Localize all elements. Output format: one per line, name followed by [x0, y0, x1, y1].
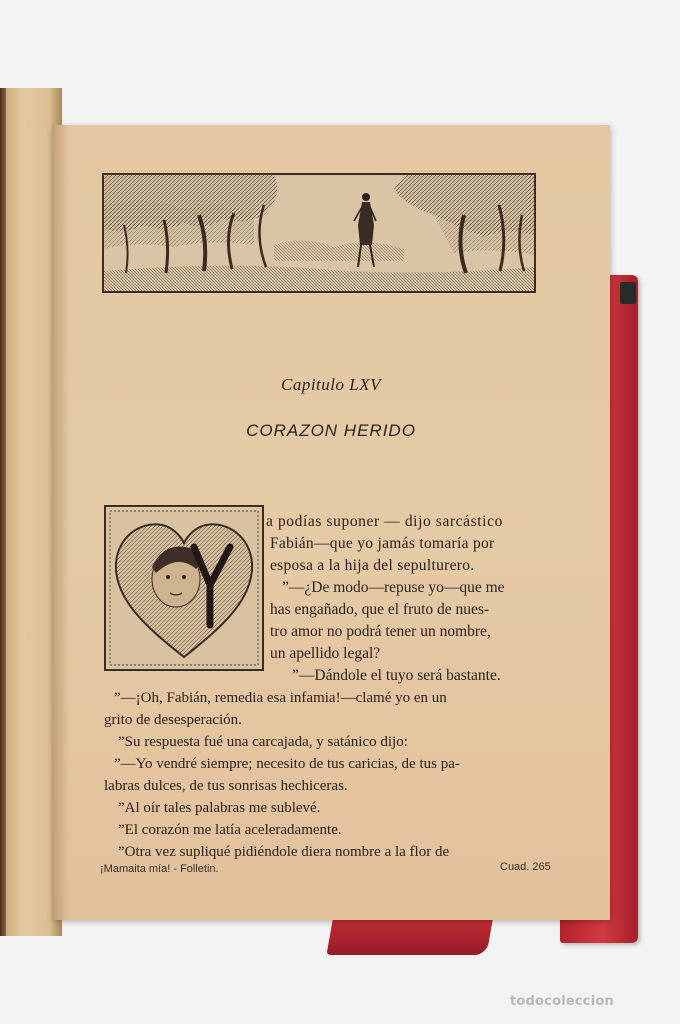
text-line: ”—¡Oh, Fabián, remedia esa infamia!—clamé yo en un	[114, 690, 447, 706]
book-page	[52, 125, 610, 920]
text-line: ”—Yo vendré siempre; necesito de tus caricias, de tus pa-	[114, 756, 460, 772]
text-line: labras dulces, de tus sonrisas hechiceras.	[104, 778, 348, 794]
red-book-spine-corner	[620, 282, 636, 304]
text-line: grito de desesperación.	[104, 712, 242, 728]
text-line: Fabián—que yo jamás tomaría por	[270, 535, 495, 552]
text-line: ”Al oír tales palabras me sublevé.	[118, 800, 321, 816]
text-line: ”Su respuesta fué una carcajada, y satánico dijo:	[118, 734, 408, 750]
text-line: a podías suponer — dijo sarcástico	[266, 513, 503, 530]
red-book-bottom-edge	[326, 915, 493, 955]
footer-issue-number: Cuad. 265	[500, 861, 551, 873]
chapter-number: Capitulo LXV	[281, 375, 381, 394]
text-line: ”El corazón me latía aceleradamente.	[118, 822, 342, 838]
heart-portrait-dropcap-y	[104, 505, 264, 671]
text-line: has engañado, que el fruto de nues-	[270, 601, 490, 618]
text-line: esposa a la hija del sepulturero.	[270, 557, 475, 574]
text-line: ”—Dándole el tuyo será bastante.	[292, 667, 501, 684]
text-line: tro amor no podrá tener un nombre,	[270, 623, 491, 640]
text-line: ”—¿De modo—repuse yo—que me	[282, 579, 505, 596]
text-line: ”Otra vez supliqué pidiéndole diera nombre a la flor de	[118, 844, 450, 860]
watermark: todocoleccion	[510, 994, 614, 1009]
woman-walking-in-forest-illustration	[102, 173, 536, 293]
footer-series-title: ¡Mamaita mía! - Folletin.	[100, 863, 219, 875]
chapter-title: CORAZON HERIDO	[246, 421, 416, 440]
text-line: un apellido legal?	[270, 645, 381, 662]
